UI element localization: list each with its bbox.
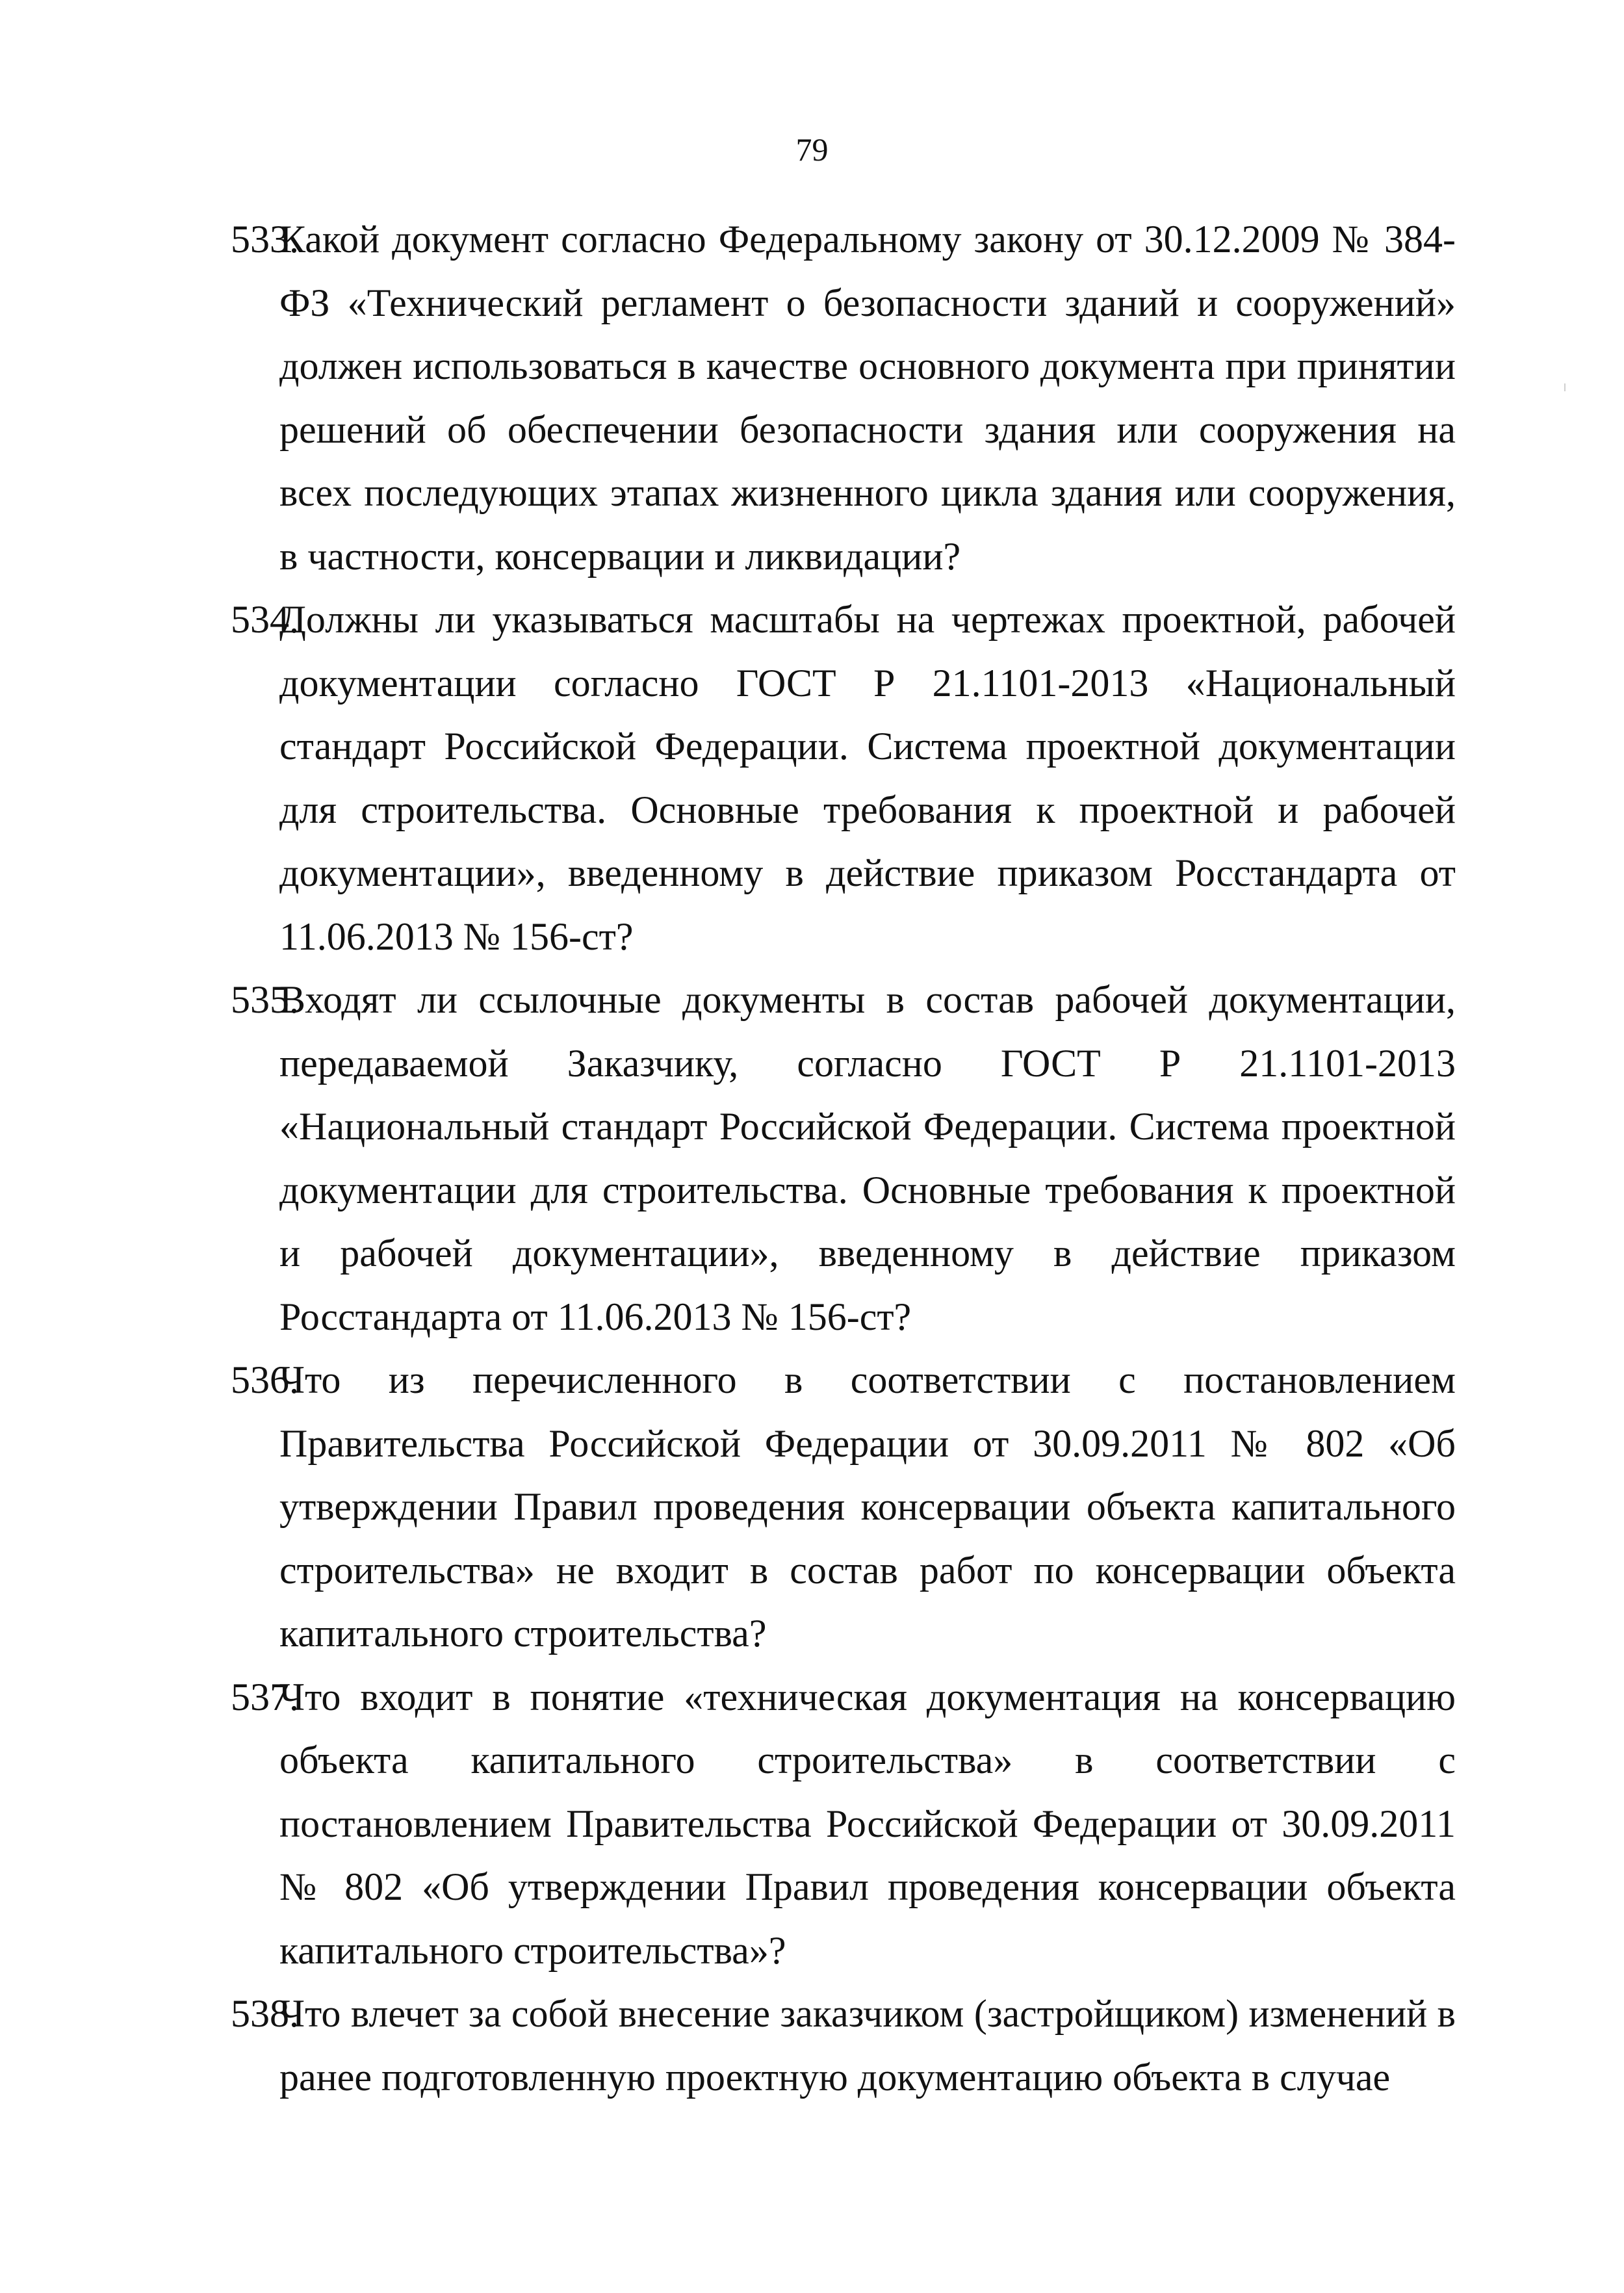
question-item xyxy=(231,968,1456,1349)
question-text: Что из перечисленного в соответствии с постановлением Правительства Российской Федерации от 30.09.2011 № 802 «Об утверждении Правил проведения консервации объекта капитального строительства» не входит в состав работ по консервации объекта капитального строительства? xyxy=(279,1358,1456,1655)
question-text: Что входит в понятие «техническая документация на консервацию объекта капитального строительства» в соответствии с постановлением Правительства Российской Федерации от 30.09.2011 № 802 «Об утверждении Правил проведения консервации объекта капитального строительства»? xyxy=(279,1675,1456,1972)
question-text: Какой документ согласно Федеральному закону от 30.12.2009 № 384-ФЗ «Технический регламент о безопасности зданий и сооружений» должен использоваться в качестве основного документа при принятии решений об обеспечении безопасности здания или сооружения на всех последующих этапах жизненного цикла здания или сооружения, в частности, консервации и ликвидации? xyxy=(279,218,1456,578)
question-item xyxy=(231,1666,1456,1983)
question-item xyxy=(231,1349,1456,1666)
question-number: 536. xyxy=(231,1358,299,1401)
question-item xyxy=(231,1982,1456,2109)
question-text: Должны ли указываться масштабы на чертежах проектной, рабочей документации согласно ГОСТ Р 21.1101-2013 «Национальный стандарт Российской Федерации. Система проектной документации для строительства. Основные требования к проектной и рабочей документации», введенному в действие приказом Росстандарта от 11.06.2013 № 156-ст? xyxy=(279,598,1456,958)
question-text: Входят ли ссылочные документы в состав рабочей документации, передаваемой Заказчику, согласно ГОСТ Р 21.1101-2013 «Национальный стандарт Российской Федерации. Система проектной документации для строительства. Основные требования к проектной и рабочей документации», введенному в действие приказом Росстандарта от 11.06.2013 № 156-ст? xyxy=(279,978,1456,1338)
question-number: 535. xyxy=(231,978,299,1021)
page-number: 79 xyxy=(795,131,829,168)
question-item xyxy=(231,208,1456,588)
question-list xyxy=(231,208,1456,2109)
question-number: 533. xyxy=(231,218,299,261)
scan-artifact xyxy=(1564,383,1566,391)
question-text: Что влечет за собой внесение заказчиком (застройщиком) изменений в ранее подготовленную проектную документацию объекта в случае xyxy=(279,1992,1456,2099)
question-item xyxy=(231,588,1456,968)
question-number: 538. xyxy=(231,1992,299,2035)
question-number: 534. xyxy=(231,598,299,641)
question-number: 537. xyxy=(231,1675,299,1718)
